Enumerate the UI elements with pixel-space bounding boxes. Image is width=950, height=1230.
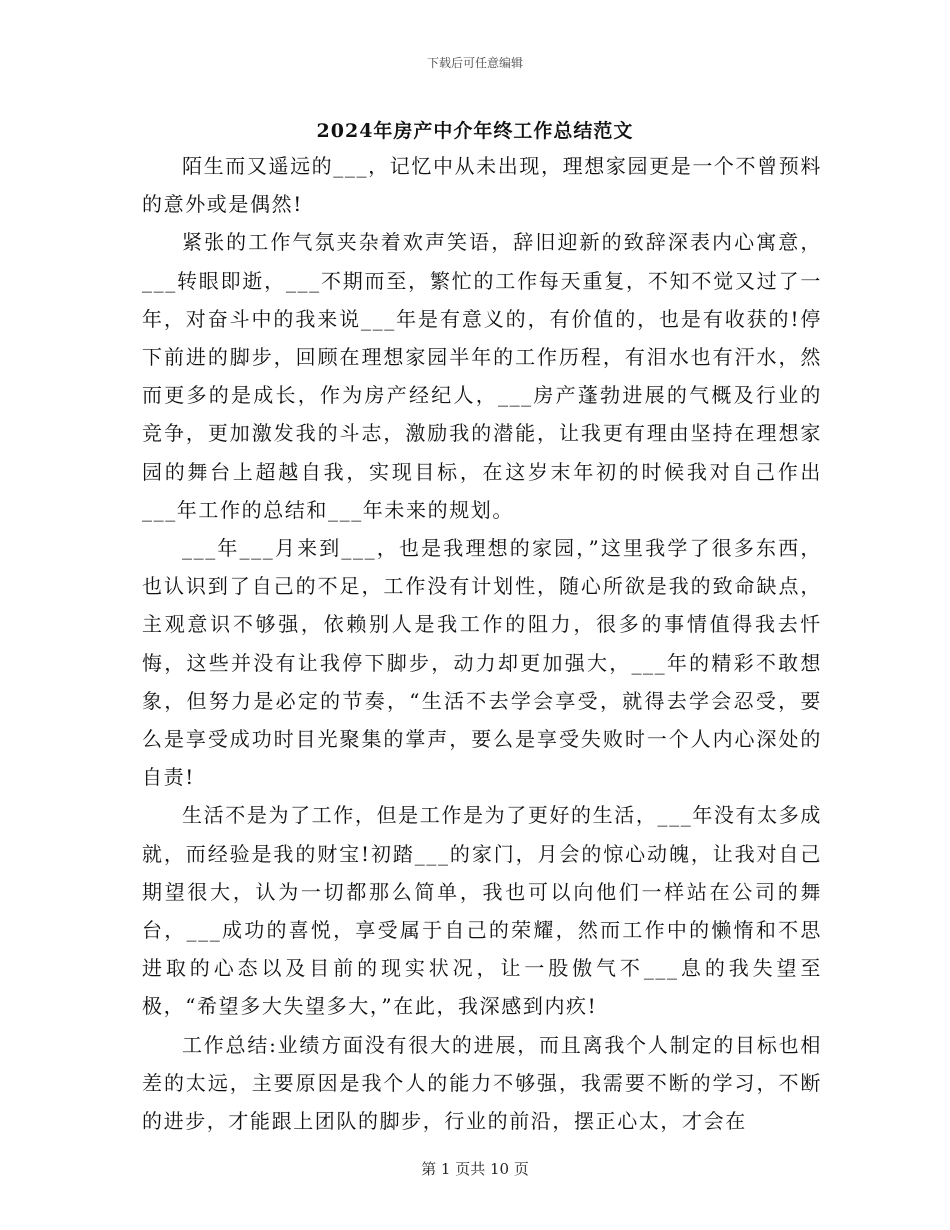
page-number: 第 1 页共 10 页 xyxy=(421,1160,529,1178)
body-paragraph: 工作总结:业绩方面没有很大的进展，而且离我个人制定的目标也相差的太远，主要原因是我个人的能力不够强，我需要不断的学习，不断的进步，才能跟上团队的脚步，行业的前沿，摆正心太，才会在 xyxy=(142,1032,822,1134)
body-paragraph: 生活不是为了工作，但是工作是为了更好的生活，___年没有太多成就，而经验是我的财宝!初踏___的家门，月会的惊心动魄，让我对自己期望很大，认为一切都那么简单，我也可以向他们一样站在公司的舞台，___成功的喜悦，享受属于自己的荣耀，然而工作中的懒惰和不思进取的心态以及目前的现实状况，让一股傲气不___息的我失望至极，“希望多大失望多大，”在此，我深感到内疚! xyxy=(142,803,822,1019)
page-header-note: 下载后可任意编辑 xyxy=(426,56,523,70)
body-paragraph: ___年___月来到___，也是我理想的家园，”这里我学了很多东西，也认识到了自己的不足，工作没有计划性，随心所欲是我的致命缺点，主观意识不够强，依赖别人是我工作的阻力，很多的事情值得我去忏悔，这些并没有让我停下脚步，动力却更加强大，___年的精彩不敢想象，但努力是必定的节奏，“生活不去学会享受，就得去学会忍受，要么是享受成功时目光聚集的掌声，要么是享受失败时一个人内心深处的自责! xyxy=(142,536,822,790)
document-title: 2024年房产中介年终工作总结范文 xyxy=(316,120,634,142)
body-paragraph: 陌生而又遥远的___，记忆中从未出现，理想家园更是一个不曾预料的意外或是偶然! xyxy=(142,154,822,217)
body-paragraph: 紧张的工作气氛夹杂着欢声笑语，辞旧迎新的致辞深表内心寓意，___转眼即逝，___不期而至，繁忙的工作每天重复，不知不觉又过了一年，对奋斗中的我来说___年是有意义的，有价值的，也是有收获的!停下前进的脚步，回顾在理想家园半年的工作历程，有泪水也有汗水，然而更多的是成长，作为房产经纪人，___房产蓬勃进展的气概及行业的竞争，更加激发我的斗志，激励我的潜能，让我更有理由坚持在理想家园的舞台上超越自我，实现目标，在这岁末年初的时候我对自己作出___年工作的总结和___年未来的规划。 xyxy=(142,230,822,522)
document-body xyxy=(142,147,822,1140)
